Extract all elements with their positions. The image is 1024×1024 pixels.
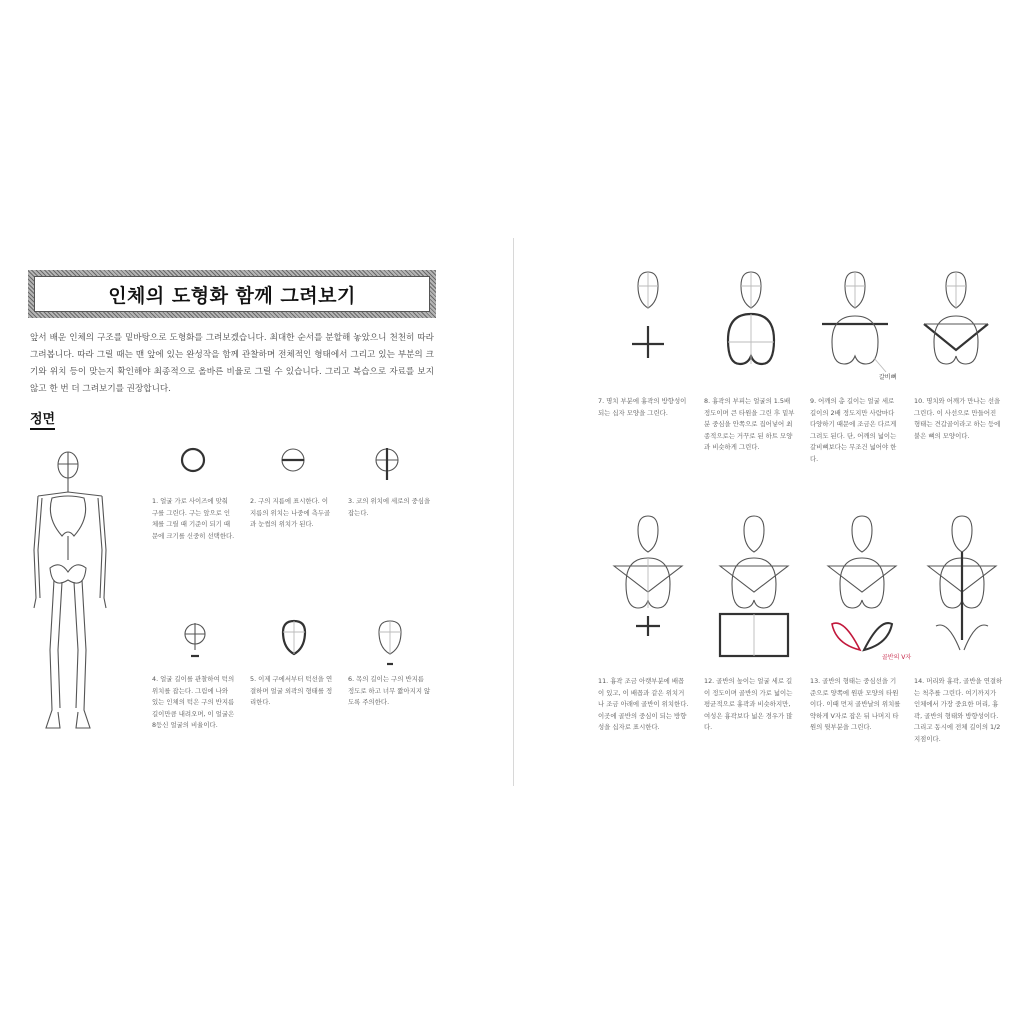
step-9-caption: 9. 어깨의 총 길이는 얼굴 세로 길이의 2배 정도지만 사람마다 다양하기 때문에 조금은 다르게 그려도 된다. 단, 어깨의 넓이는 갈비뼈보다는 무조건 넓어야 한다.: [810, 397, 897, 463]
step-3-figure: [372, 446, 402, 482]
step-1-caption: 1. 얼굴 가로 사이즈에 맞춰 구를 그린다. 구는 앞으로 인체를 그릴 때 기준이 되기 때문에 크기를 신중히 선택한다.: [152, 497, 235, 540]
step-10-figure: [918, 268, 994, 376]
step-2-figure: [278, 446, 308, 476]
step-13-figure: [818, 512, 906, 660]
step-11-caption: 11. 흉곽 조금 아랫부분에 배꼽이 있고, 이 배꼽과 같은 위치거나 조금 아래에 골반이 위치한다. 이곳에 골반의 중심이 되는 방향성을 십자로 표시한다.: [598, 677, 689, 732]
step-7-figure: [624, 268, 674, 368]
step-5-caption: 5. 이제 구에서부터 턱선을 연결하며 얼굴 외곽의 형태를 정리한다.: [250, 675, 333, 707]
pelvis-v-label: 골반의 V자: [882, 654, 912, 661]
full-body-figure: [26, 440, 136, 740]
step-13-caption: 13. 골반의 형태는 중심선을 기준으로 양쪽에 원판 모양의 타원이다. 이때 먼저 골반날의 위치를 약하게 V자로 잡은 뒤 나머지 타원의 뒷부분을 그린다.: [810, 677, 901, 732]
step-8-caption: 8. 흉곽의 부피는 얼굴의 1.5배 정도이며 큰 타원을 그린 후 밑부분 중심을 안쪽으로 집어넣어 최종적으로는 거꾸로 된 하트 모양과 비슷하게 그린다.: [704, 397, 795, 452]
step-12-caption: 12. 골반의 높이는 얼굴 세로 길이 정도이며 골반의 가로 넓이는 평균적으로 흉곽과 비슷하지만, 여성은 흉곽보다 넓은 경우가 많다.: [704, 677, 793, 732]
title-banner: [28, 270, 436, 318]
step-1-figure: [178, 446, 208, 476]
section-heading: 정면: [30, 408, 55, 430]
step-6-figure: [374, 618, 406, 668]
step-4-caption: 4. 얼굴 길이를 관찰하여 턱의 위치를 잡는다. 그림에 나와 있는 인체의 턱은 구의 반지름 길이만큼 내려오며, 이 얼굴은 8등신 얼굴의 비율이다.: [152, 675, 235, 730]
page-gutter: [513, 238, 514, 786]
step-5-figure: [278, 618, 310, 658]
title-box: [34, 276, 430, 312]
step-2-caption: 2. 구의 지름에 표시한다. 이 지름의 위치는 나중에 측두골과 눈썹의 위치가 된다.: [250, 497, 331, 529]
step-11-figure: [604, 512, 692, 660]
step-8-figure: [716, 268, 786, 376]
page-title: 인체의 도형화 함께 그려보기: [108, 284, 356, 307]
step-14-figure: [918, 512, 1006, 660]
step-12-figure: [710, 512, 798, 660]
intro-paragraph: 앞서 배운 인체의 구조를 밑바탕으로 도형화를 그려보겠습니다. 최대한 순서를 분할해 놓았으니 천천히 따라 그려봅니다. 따라 그릴 때는 맨 앞에 있는 완성작을 함께 관찰하며 전체적인 형태에서 그리고 있는 부분의 크기와 위치 등이 맞는지 확인해야 최종적으로 올바른 비율로 그릴 수 있습니다. 그리고 복습으로 자료를 보지 않고 한 번 더 그려보기를 권장합니다.: [30, 333, 434, 394]
step-6-caption: 6. 목의 길이는 구의 반지름 정도로 하고 너무 짧아지지 않도록 주의한다.: [348, 675, 431, 707]
step-3-caption: 3. 코의 위치에 세로의 중심을 잡는다.: [348, 497, 431, 517]
step-7-caption: 7. 명치 부분에 흉곽의 방향성이 되는 십자 모양을 그린다.: [598, 397, 687, 417]
step-10-caption: 10. 명치와 어깨가 만나는 선을 그린다. 이 사선으로 만들어진 형태는 견갑골이라고 하는 등에 붙은 뼈의 모양이다.: [914, 397, 1001, 440]
rib-label: 갈비뼈: [879, 374, 897, 381]
step-4-figure: [180, 620, 210, 660]
step-9-figure: [816, 268, 894, 376]
step-14-caption: 14. 머리와 흉곽, 골반을 연결하는 척추를 그린다. 여기까지가 인체에서 가장 중요한 머리, 흉곽, 골반의 형태와 방향성이다. 그리고 동시에 전체 길이의 1/2 지점이다.: [914, 677, 1003, 743]
